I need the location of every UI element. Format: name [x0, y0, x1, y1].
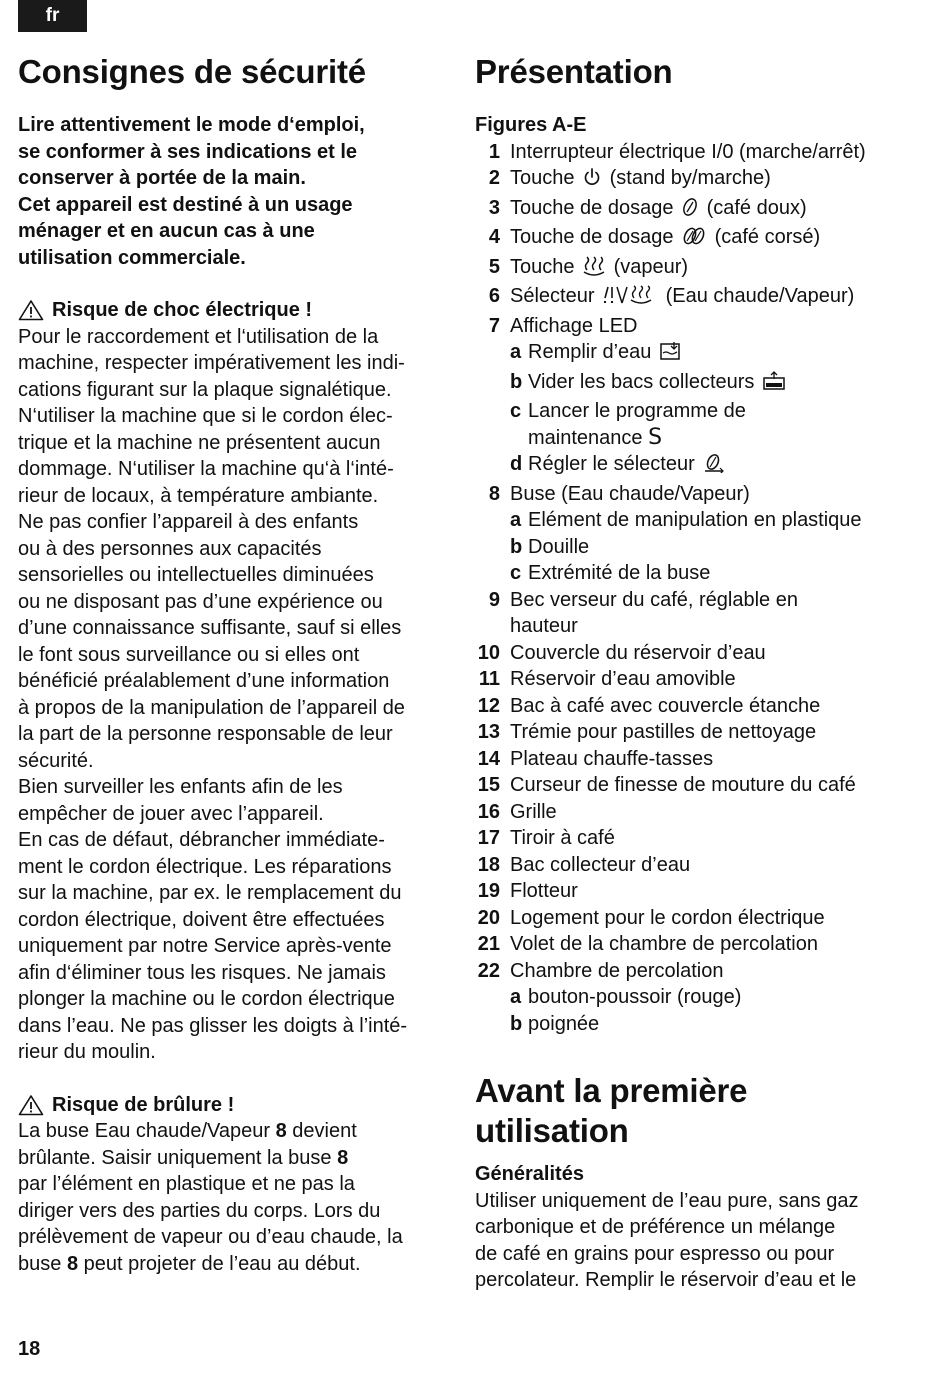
text-line: Bien surveiller les enfants afin de les — [18, 776, 343, 798]
sub-item: a Elément de manipulation en plastique — [510, 509, 862, 531]
safety-title: Consignes de sécurité — [18, 53, 366, 90]
sub-item: b Vider les bacs collecteurs — [475, 369, 935, 399]
fill-water-icon — [659, 341, 681, 369]
language-tab: fr — [18, 0, 87, 32]
text-line: ou ne disposant pas d’une expérience ou — [18, 590, 383, 613]
text-line: rieur du moulin. — [18, 1041, 156, 1063]
text-line: bénéficié préalablement d’une information — [18, 670, 390, 692]
coffee-bean-icon — [681, 197, 699, 225]
text-line: carbonique et de préférence un mélange — [475, 1216, 836, 1238]
list-item: 7 Affichage LED — [488, 314, 638, 337]
empty-tray-icon — [762, 371, 786, 399]
text-line: dans l’eau. Ne pas glisser les doigts à l’inté- — [18, 1014, 408, 1037]
text-line: dommage. N‘utiliser la machine qu‘à l‘inté- — [18, 458, 394, 480]
list-item: 13 Trémie pour pastilles de nettoyage — [477, 721, 817, 743]
list-item: 14 Plateau chauffe-tasses — [477, 747, 714, 770]
risk-burn-text — [18, 1118, 448, 1277]
risk-burn-heading — [18, 1092, 448, 1119]
text-line: plonger la machine ou le cordon électrique — [18, 988, 395, 1010]
text-line: diriger vers des parties du corps. Lors du — [18, 1199, 381, 1222]
safety-column — [18, 52, 448, 1277]
list-item: 12 Bac à café avec couvercle étanche — [477, 694, 821, 717]
warning-triangle-icon — [18, 299, 44, 321]
risk-electric-title: Risque de choc électrique ! — [52, 299, 313, 321]
maintenance-s-icon: S — [648, 424, 663, 450]
sub-item: d Régler le sélecteur — [475, 451, 935, 481]
text-line: rieur de locaux, à température ambiante. — [18, 484, 379, 507]
list-item: 2 Touche (stand by/marche) — [475, 165, 935, 195]
text-line: trique et la machine ne présentent aucun — [18, 431, 381, 454]
text-line: machine, respecter impérativement les indi- — [18, 352, 405, 374]
warning-triangle-icon — [18, 1094, 44, 1116]
risk-burn-title: Risque de brûlure ! — [52, 1093, 235, 1116]
list-item: 10 Couvercle du réservoir d’eau — [477, 641, 766, 664]
text-line: d’une connaissance suffisante, sauf si elles — [18, 617, 402, 639]
list-item: 17 Tiroir à café — [477, 827, 615, 849]
list-item: 20 Logement pour le cordon électrique — [477, 906, 825, 929]
list-item: 1 Interrupteur électrique I/0 (marche/arrêt) — [488, 140, 866, 163]
text-line: sur la machine, par ex. le remplacement du — [18, 882, 402, 904]
list-item: 6 Sélecteur (Eau chaude/Vapeur) — [475, 283, 935, 313]
presentation-title: Présentation — [475, 53, 673, 90]
text-line: le font sous surveillance ou si elles ont — [18, 643, 360, 666]
power-icon — [582, 167, 602, 195]
text-line: la part de la personne responsable de leur — [18, 723, 393, 745]
list-item: 19 Flotteur — [477, 880, 578, 902]
list-item: 3 Touche de dosage (café doux) — [475, 195, 935, 225]
sub-item: c Extrémité de la buse — [510, 562, 711, 584]
intro-line: utilisation commerciale. — [18, 246, 246, 269]
sub-item: a bouton-poussoir (rouge) — [510, 986, 742, 1008]
risk-electric-text — [18, 324, 448, 1066]
sub-item: b poignée — [510, 1012, 600, 1035]
sub-item: b Douille — [510, 535, 590, 558]
sub-item: a Remplir d’eau — [475, 339, 935, 369]
text-line: sensorielles ou intellectuelles diminuées — [18, 564, 374, 586]
sub-item-continuation: maintenance S — [528, 424, 663, 450]
figures-title: Figures A-E — [475, 114, 587, 136]
list-item: 11 Réservoir d’eau amovible — [478, 668, 736, 690]
text-line: uniquement par notre Service après-vente — [18, 935, 392, 957]
list-item: 4 Touche de dosage (café corsé) — [475, 224, 935, 254]
text-line: par l’élément en plastique et ne pas la — [18, 1173, 355, 1195]
list-item: 9 Bec verseur du café, réglable en — [488, 588, 798, 611]
steam-icon — [582, 256, 606, 284]
intro-line: se conformer à ses indications et le — [18, 140, 358, 163]
list-item: 8 Buse (Eau chaude/Vapeur) — [488, 482, 750, 505]
parts-list — [475, 139, 935, 1038]
generalites-title: Généralités — [475, 1163, 584, 1185]
intro-line: Lire attentivement le mode d‘emploi, — [18, 114, 365, 136]
text-line: Ne pas confier l’appareil à des enfants — [18, 511, 359, 533]
page-number: 18 — [18, 1338, 41, 1360]
text-line: La buse Eau chaude/Vapeur 8 devient — [18, 1120, 357, 1142]
safety-intro — [18, 112, 448, 271]
intro-line: Cet appareil est destiné à un usage — [18, 193, 353, 216]
text-line: brûlante. Saisir uniquement la buse 8 — [18, 1146, 349, 1169]
text-line: cordon électrique, doivent être effectuées — [18, 908, 385, 931]
text-line: afin d‘éliminer tous les risques. Ne jamais — [18, 961, 386, 984]
list-item-continuation: hauteur — [510, 615, 578, 637]
text-line: Utiliser uniquement de l’eau pure, sans gaz — [475, 1189, 859, 1212]
list-item: 21 Volet de la chambre de percolation — [477, 933, 818, 955]
list-item: 5 Touche (vapeur) — [475, 254, 935, 284]
risk-electric-heading — [18, 297, 448, 324]
selector-water-steam-icon — [602, 285, 658, 313]
presentation-column — [475, 52, 935, 1294]
text-line: buse 8 peut projeter de l’eau au début. — [18, 1252, 361, 1275]
text-line: empêcher de jouer avec l’appareil. — [18, 802, 324, 825]
text-line: ou à des personnes aux capacités — [18, 537, 322, 560]
text-line: de café en grains pour espresso ou pour — [475, 1242, 835, 1265]
list-item: 18 Bac collecteur d’eau — [477, 853, 691, 876]
text-line: En cas de défaut, débrancher immédiate- — [18, 829, 385, 851]
text-line: ment le cordon électrique. Les réparations — [18, 855, 392, 878]
text-line: Pour le raccordement et l‘utilisation de la — [18, 325, 379, 348]
intro-line: ménager et en aucun cas à une — [18, 220, 315, 242]
text-line: sécurité. — [18, 749, 94, 772]
sub-item: c Lancer le programme de — [510, 400, 746, 422]
list-item: 22 Chambre de percolation — [477, 959, 724, 982]
selector-adjust-icon — [702, 453, 726, 481]
generalites-text — [475, 1188, 935, 1294]
text-line: cations figurant sur la plaque signalétique. — [18, 378, 392, 401]
text-line: N‘utiliser la machine que si le cordon élec- — [18, 405, 393, 427]
first-use-title: Avant la première utilisation — [475, 1072, 748, 1149]
text-line: percolateur. Remplir le réservoir d’eau et le — [475, 1269, 857, 1291]
list-item: 15 Curseur de finesse de mouture du café — [477, 774, 856, 796]
text-line: à propos de la manipulation de l’appareil de — [18, 696, 405, 719]
list-item: 16 Grille — [477, 800, 557, 823]
intro-line: conserver à portée de la main. — [18, 167, 306, 189]
text-line: prélèvement de vapeur ou d’eau chaude, la — [18, 1226, 403, 1248]
double-coffee-bean-icon — [681, 226, 707, 254]
